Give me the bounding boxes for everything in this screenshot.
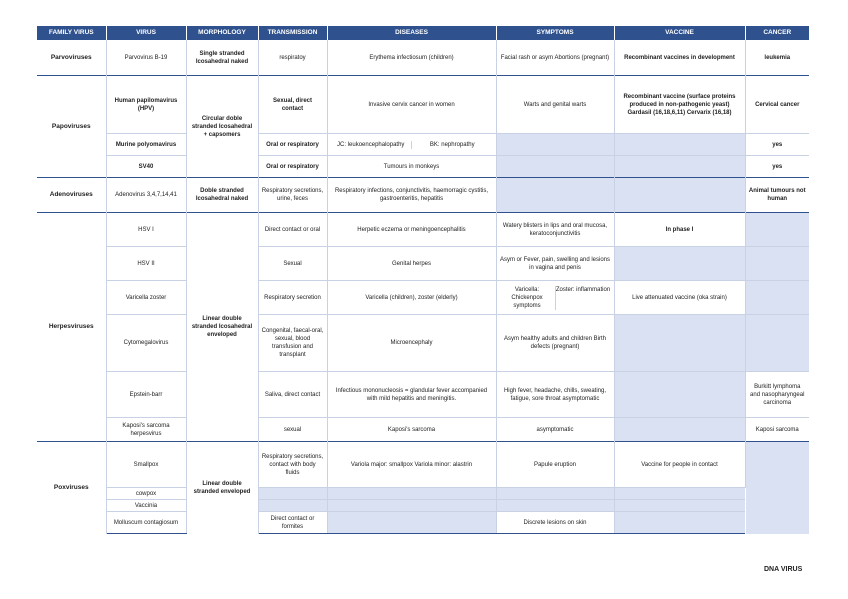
transmission-cell: Direct contact or oral: [258, 213, 327, 247]
table-row: [37, 281, 809, 315]
table-row: [37, 315, 809, 372]
table-row: [37, 500, 809, 512]
virus-cell: Vaccinia: [106, 500, 186, 512]
vaccine-cell: [614, 372, 745, 418]
symptoms-cell: [496, 156, 614, 178]
cancer-cell: leukemia: [745, 40, 809, 76]
diseases-cell: [327, 512, 496, 534]
virus-cell: Adenovirus 3,4,7,14,41: [106, 178, 186, 213]
cancer-cell: [745, 213, 809, 247]
table-row: [37, 247, 809, 281]
vaccine-cell: [614, 247, 745, 281]
vaccine-cell: In phase I: [614, 213, 745, 247]
virus-cell: cowpox: [106, 488, 186, 500]
header-family: FAMILY VIRUS: [37, 26, 106, 40]
header-transmission: TRANSMISSION: [258, 26, 327, 40]
diseases-cell: Herpetic eczema or meningoencephalitis: [327, 213, 496, 247]
family-cell: Adenoviruses: [37, 178, 106, 213]
diseases-cell: [327, 488, 496, 500]
footer-label: DNA VIRUS: [764, 566, 803, 573]
table-row: [37, 512, 809, 534]
diseases-jc-text: JC: leukoencephalopathy: [337, 141, 405, 148]
table-row: [37, 178, 809, 213]
diseases-cell: Invasive cervix cancer in women: [327, 76, 496, 134]
symptoms-cell: [496, 488, 614, 500]
vaccine-cell: Vaccine for people in contact: [614, 442, 745, 488]
cancer-cell: Animal tumours not human: [745, 178, 809, 213]
transmission-cell: Saliva, direct contact: [258, 372, 327, 418]
cancer-cell: Kaposi sarcoma: [745, 418, 809, 442]
morphology-cell: Linear double stranded enveloped: [186, 442, 258, 534]
transmission-cell: Respiratory secretion: [258, 281, 327, 315]
table-row: [37, 76, 809, 134]
symptoms-cell: [496, 281, 614, 315]
virus-cell: Varicella zoster: [106, 281, 186, 315]
cancer-cell: [745, 281, 809, 315]
morphology-cell: Linear double stranded Icosahedral enveloped: [186, 213, 258, 442]
table-row: [37, 213, 809, 247]
diseases-cell: Variola major: smallpox Variola minor: alastrin: [327, 442, 496, 488]
transmission-cell: [258, 500, 327, 512]
virus-cell: Smallpox: [106, 442, 186, 488]
vaccine-cell: [614, 134, 745, 156]
transmission-cell: Sexual: [258, 247, 327, 281]
diseases-cell: Genital herpes: [327, 247, 496, 281]
virus-cell: Parvovirus B-19: [106, 40, 186, 76]
diseases-cell: Tumours in monkeys: [327, 156, 496, 178]
diseases-cell: [327, 500, 496, 512]
transmission-cell: Congenital, faecal-oral, sexual, blood transfusion and transplant: [258, 315, 327, 372]
morphology-cell: Single stranded Icosahedral naked: [186, 40, 258, 76]
symptoms-cell: Facial rash or asym Abortions (pregnant): [496, 40, 614, 76]
table-row: [37, 40, 809, 76]
symptoms-cell: Asym or Fever, pain, swelling and lesions in vagina and penis: [496, 247, 614, 281]
dna-virus-table: [37, 26, 809, 534]
diseases-cell: Infectious mononucleosis = glandular fever accompanied with mild hepatitis and meningitis.: [327, 372, 496, 418]
vaccine-cell: Live attenuated vaccine (oka strain): [614, 281, 745, 315]
virus-cell: Epstein-barr: [106, 372, 186, 418]
symptoms-cell: [496, 134, 614, 156]
virus-cell: SV40: [106, 156, 186, 178]
vaccine-cell: [614, 512, 745, 534]
family-cell: Parvoviruses: [37, 40, 106, 76]
transmission-cell: sexual: [258, 418, 327, 442]
symptoms-cell: Asym healthy adults and children Birth defects (pregnant): [496, 315, 614, 372]
symptoms-zoster-text: Zoster: inflammation: [555, 286, 611, 310]
virus-cell: Molluscum contagiosum: [106, 512, 186, 534]
cancer-cell: yes: [745, 134, 809, 156]
transmission-cell: Oral or respiratory: [258, 156, 327, 178]
transmission-cell: Sexual, direct contact: [258, 76, 327, 134]
transmission-cell: Oral or respiratory: [258, 134, 327, 156]
vaccine-cell: Recombinant vaccine (surface proteins produced in non-pathogenic yeast) Gardasil (16,18,6,11) Cervarix (16,18): [614, 76, 745, 134]
diseases-cell: [327, 134, 496, 156]
transmission-cell: [258, 488, 327, 500]
vaccine-cell: Recombinant vaccines in development: [614, 40, 745, 76]
cancer-cell: [745, 247, 809, 281]
transmission-cell: Respiratory secretions, contact with body fluids: [258, 442, 327, 488]
diseases-bk-text: BK: nephropathy: [411, 141, 493, 149]
transmission-cell: respiratoy: [258, 40, 327, 76]
table-header-row: [37, 26, 809, 40]
cancer-cell: yes: [745, 156, 809, 178]
cancer-cell: Cervical cancer: [745, 76, 809, 134]
virus-cell: Kaposi's sarcoma herpesvirus: [106, 418, 186, 442]
header-morphology: MORPHOLOGY: [186, 26, 258, 40]
symptoms-cell: Papule eruption: [496, 442, 614, 488]
table-row: [37, 418, 809, 442]
cancer-cell: [745, 442, 809, 534]
diseases-cell: Microencephaly: [327, 315, 496, 372]
header-virus: VIRUS: [106, 26, 186, 40]
transmission-cell: Respiratory secretions, urine, feces: [258, 178, 327, 213]
diseases-cell: Respiratory infections, conjunctivitis, haemorragic cystitis, gastroenteritis, hepatitis: [327, 178, 496, 213]
header-diseases: DISEASES: [327, 26, 496, 40]
vaccine-cell: [614, 178, 745, 213]
symptoms-varicella-text: Varicella: Chickenpox symptoms: [511, 286, 543, 309]
family-cell: Poxviruses: [37, 442, 106, 534]
cancer-cell: Burkitt lymphoma and nasopharyngeal carcinoma: [745, 372, 809, 418]
table-row: [37, 372, 809, 418]
family-cell: Papoviruses: [37, 76, 106, 178]
cancer-cell: [745, 315, 809, 372]
symptoms-cell: [496, 178, 614, 213]
virus-cell: Human papilomavirus (HPV): [106, 76, 186, 134]
symptoms-cell: High fever, headache, chills, sweating, fatigue, sore throat asymptomatic: [496, 372, 614, 418]
virus-cell: Cytomegalovirus: [106, 315, 186, 372]
vaccine-cell: [614, 156, 745, 178]
diseases-cell: Erythema infectiosum (children): [327, 40, 496, 76]
table-row: [37, 442, 809, 488]
table-row: [37, 156, 809, 178]
symptoms-cell: Watery blisters in lips and oral mucosa, keratoconjunctivitis: [496, 213, 614, 247]
virus-cell: HSV II: [106, 247, 186, 281]
symptoms-cell: [496, 500, 614, 512]
vaccine-cell: [614, 488, 745, 500]
header-symptoms: SYMPTOMS: [496, 26, 614, 40]
virus-cell: HSV I: [106, 213, 186, 247]
symptoms-cell: Discrete lesions on skin: [496, 512, 614, 534]
morphology-cell: Doble stranded Icosahedral naked: [186, 178, 258, 213]
symptoms-cell: Warts and genital warts: [496, 76, 614, 134]
vaccine-cell: [614, 500, 745, 512]
vaccine-cell: [614, 418, 745, 442]
table-row: [37, 488, 809, 500]
header-vaccine: VACCINE: [614, 26, 745, 40]
header-cancer: CANCER: [745, 26, 809, 40]
morphology-cell: Circular doble stranded Icosahedral + capsomers: [186, 76, 258, 178]
table-row: [37, 134, 809, 156]
symptoms-cell: asymptomatic: [496, 418, 614, 442]
vaccine-cell: [614, 315, 745, 372]
virus-cell: Murine polyomavirus: [106, 134, 186, 156]
transmission-cell: Direct contact or formites: [258, 512, 327, 534]
diseases-cell: Varicella (children), zoster (elderly): [327, 281, 496, 315]
diseases-cell: Kaposi's sarcoma: [327, 418, 496, 442]
family-cell: Herpesviruses: [37, 213, 106, 442]
